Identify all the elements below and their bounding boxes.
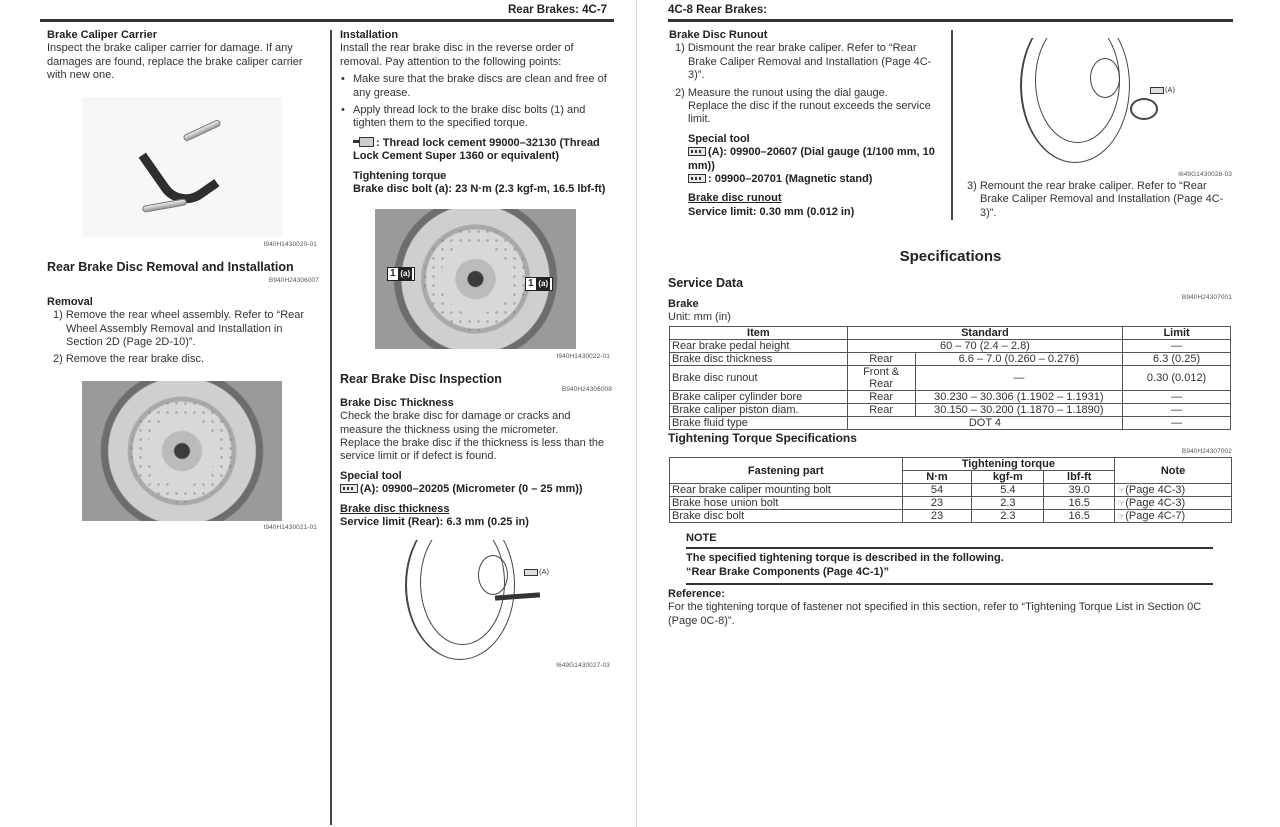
note-title: NOTE [686, 532, 717, 544]
table-row [670, 497, 1232, 510]
figure-id-micrometer: I649G1430027-03 [556, 662, 610, 669]
figure-id-bolts: I940H1430022-01 [556, 353, 610, 360]
right-column-divider [951, 30, 953, 220]
page-gutter [636, 0, 637, 827]
special-tool-icon [688, 147, 706, 156]
inspection-code: B940H24306008 [561, 386, 612, 394]
table-row [670, 391, 1231, 404]
cell-item: Brake fluid type [670, 417, 848, 430]
special-tool-micrometer: (A): 09900–20205 (Micrometer (0 – 25 mm)) [340, 483, 612, 496]
service-data-table [669, 326, 1231, 430]
table-header-row [670, 327, 1231, 340]
installation-title: Installation [340, 29, 399, 41]
removal-step-1: 1) Remove the rear wheel assembly. Refer to “Rear Wheel Assembly Removal and Installation in Section 2D (Page 2D-10)”. [53, 309, 305, 349]
left-column-divider [330, 30, 332, 825]
pointing-hand-icon: ☞ [1117, 485, 1126, 495]
removal-step-2: 2) Remove the rear brake disc. [53, 353, 205, 366]
cell-kgfm: 2.3 [972, 510, 1044, 523]
cell-nm: 54 [902, 484, 972, 497]
service-data-title: Service Data [668, 276, 744, 290]
figure-id-dial-gauge: I649G1430028-03 [1178, 171, 1232, 178]
figure-id-carrier: I940H1430020-01 [263, 241, 317, 248]
header-limit: Limit [1123, 327, 1231, 340]
figure-id-disc: I940H1430021-01 [263, 524, 317, 531]
thickness-title: Brake Disc Thickness [340, 396, 454, 409]
note-line-2: “Rear Brake Components (Page 4C-1)” [686, 565, 889, 578]
thread-lock-spec [340, 137, 608, 164]
table-row [670, 353, 1231, 366]
cell-note[interactable]: ☞(Page 4C-3) [1115, 497, 1232, 510]
cell-item: Brake caliper cylinder bore [670, 391, 848, 404]
cell-note[interactable]: ☞(Page 4C-7) [1115, 510, 1232, 523]
left-header-rule [40, 19, 614, 22]
cell-limit: 0.30 (0.012) [1123, 366, 1231, 391]
dial-gauge-diagram [1010, 38, 1180, 168]
cell-standard: 60 – 70 (2.4 – 2.8) [847, 340, 1122, 353]
reference-block [668, 588, 1228, 628]
cell-sub: Rear [847, 391, 915, 404]
torque-value: Brake disc bolt (a): 23 N·m (2.3 kgf-m, 16.5 lbf-ft) [353, 183, 606, 196]
cell-item: Brake disc thickness [670, 353, 848, 366]
table-row [670, 366, 1231, 391]
pointing-hand-icon: ☞ [1117, 511, 1126, 521]
cell-item: Rear brake pedal height [670, 340, 848, 353]
header-fastening-part: Fastening part [670, 458, 903, 484]
cell-lbfft: 16.5 [1044, 497, 1115, 510]
special-tool-magnetic-stand: : 09900–20701 (Magnetic stand) [669, 173, 944, 186]
runout-step-2: 2) Measure the runout using the dial gauge. [675, 86, 888, 99]
wheel-hub [478, 555, 508, 595]
installation-bullet-1: • Make sure that the brake discs are clean and free of any grease. [340, 73, 608, 100]
cell-standard: — [915, 366, 1123, 391]
runout-section [669, 29, 944, 219]
left-column-1 [47, 29, 323, 83]
cell-limit: — [1123, 340, 1231, 353]
torque-spec-title: Tightening Torque Specifications [668, 431, 857, 445]
thickness-text-2: Replace the brake disc if the thickness is less than the service limit or if defect is found. [340, 437, 605, 463]
unit-label: Unit: mm (in) [668, 311, 731, 323]
thread-lock-text: : Thread lock cement 99000–32130 (Thread Lock Cement Super 1360 or equivalent) [353, 136, 600, 163]
installation-bullet-2: • Apply thread lock to the brake disc bolts (1) and tighten them to the specified torque. [340, 104, 608, 131]
caliper-carrier-text: Inspect the brake caliper carrier for damage. If any damages are found, replace the brake caliper carrier with new one. [47, 42, 303, 82]
cell-lbfft: 16.5 [1044, 510, 1115, 523]
micrometer-diagram [400, 540, 560, 660]
disc-inspection-section [340, 373, 612, 529]
carrier-pin-top [182, 119, 221, 142]
specifications-title: Specifications [899, 248, 1002, 265]
disc-bolts-photo [375, 209, 576, 349]
right-page-header: 4C-8 Rear Brakes: [668, 4, 768, 16]
callout-bolt-right: 1 (a) [525, 277, 553, 291]
cell-limit: 6.3 (0.25) [1123, 353, 1231, 366]
runout-step-1: 1) Dismount the rear brake caliper. Refer to “Rear Brake Caliper Removal and Installation (Page 4C-3)”. [675, 42, 932, 82]
torque-spec-code: B940H24307002 [1181, 448, 1232, 455]
thickness-limit-value: Service limit (Rear): 6.3 mm (0.25 in) [340, 516, 529, 529]
cell-item: Brake disc runout [670, 366, 848, 391]
brake-disc-photo [82, 381, 282, 521]
cell-standard: 30.150 – 30.200 (1.1870 – 1.1890) [915, 404, 1123, 417]
header-nm: N·m [902, 471, 972, 484]
cell-note[interactable]: ☞(Page 4C-3) [1115, 484, 1232, 497]
table-row [670, 484, 1232, 497]
thread-lock-icon [353, 137, 373, 146]
cell-kgfm: 5.4 [972, 484, 1044, 497]
cell-sub: Rear [847, 353, 915, 366]
tool-label-A: (A) [524, 565, 549, 578]
left-column-2 [340, 29, 608, 196]
header-item: Item [670, 327, 848, 340]
header-standard: Standard [847, 327, 1122, 340]
runout-special-tool-title: Special tool [688, 132, 750, 145]
thickness-text-1: Check the brake disc for damage or cracks and measure the thickness using the micrometer. [340, 410, 571, 436]
cell-nm: 23 [902, 510, 972, 523]
cell-sub: Front & Rear [847, 366, 915, 391]
torque-title: Tightening torque [353, 169, 447, 182]
service-data-code: B940H24307001 [1181, 294, 1232, 301]
table-row [670, 417, 1231, 430]
disc-removal-section [47, 261, 319, 367]
cell-nm: 23 [902, 497, 972, 510]
header-note: Note [1115, 458, 1232, 484]
runout-limit-value: Service limit: 0.30 mm (0.012 in) [688, 205, 855, 218]
dial-gauge-shape [1130, 98, 1158, 120]
cell-part: Brake disc bolt [670, 510, 903, 523]
disc-removal-code: B940H24306007 [268, 277, 319, 285]
cell-part: Rear brake caliper mounting bolt [670, 484, 903, 497]
note-bottom-rule [686, 583, 1213, 585]
tool-label-A: (A) [1150, 83, 1175, 96]
reference-text: For the tightening torque of fastener not specified in this section, refer to “Tightening Torque List in Section 0C (Page 0C-8)”. [668, 601, 1202, 627]
cell-kgfm: 2.3 [972, 497, 1044, 510]
cell-limit: — [1123, 417, 1231, 430]
pointing-hand-icon: ☞ [1117, 498, 1126, 508]
disc-removal-title: Rear Brake Disc Removal and Installation [47, 260, 294, 274]
cell-sub: Rear [847, 404, 915, 417]
brake-title: Brake [668, 298, 699, 310]
right-header-rule [668, 19, 1233, 22]
installation-text: Install the rear brake disc in the reverse order of removal. Pay attention to the following points: [340, 42, 574, 68]
thickness-limit-title: Brake disc thickness [340, 502, 450, 515]
runout-step-2-extra: Replace the disc if the runout exceeds the service limit. [688, 100, 931, 126]
torque-header-row [670, 458, 1232, 471]
special-tool-icon [340, 484, 358, 493]
note-box [686, 532, 1213, 585]
disc-holes-pattern [82, 381, 282, 521]
left-page-header: Rear Brakes: 4C-7 [508, 4, 608, 16]
cell-lbfft: 39.0 [1044, 484, 1115, 497]
cell-limit: — [1123, 391, 1231, 404]
caliper-carrier-photo [82, 97, 282, 237]
cell-standard: 6.6 – 7.0 (0.260 – 0.276) [915, 353, 1123, 366]
wheel-hub [1090, 58, 1120, 98]
note-top-rule [686, 547, 1213, 549]
callout-bolt-left: 1 (a) [387, 267, 415, 281]
header-kgfm: kgf-m [972, 471, 1044, 484]
runout-step-3: 3) Remount the rear brake caliper. Refer to “Rear Brake Caliper Removal and Installation (Page 4C-3)”. [967, 180, 1224, 219]
note-line-1: The specified tightening torque is described in the following. [686, 552, 1004, 565]
carrier-pin-bottom [142, 198, 188, 213]
cell-limit: — [1123, 404, 1231, 417]
caliper-carrier-title: Brake Caliper Carrier [47, 29, 158, 41]
torque-table [669, 457, 1232, 523]
header-tightening-torque: Tightening torque [902, 458, 1115, 471]
header-lbfft: lbf-ft [1044, 471, 1115, 484]
runout-title: Brake Disc Runout [669, 29, 768, 41]
table-row [670, 510, 1232, 523]
table-row [670, 340, 1231, 353]
table-row [670, 404, 1231, 417]
special-tool-dial-gauge: (A): 09900–20607 (Dial gauge (1/100 mm, 10 mm)) [688, 146, 935, 172]
inspection-title: Rear Brake Disc Inspection [340, 372, 502, 386]
special-tool-title: Special tool [340, 469, 402, 482]
cell-standard: 30.230 – 30.306 (1.1902 – 1.1931) [915, 391, 1123, 404]
runout-limit-title: Brake disc runout [688, 192, 782, 205]
reference-title: Reference: [668, 588, 725, 600]
special-tool-icon [688, 174, 706, 183]
cell-standard: DOT 4 [847, 417, 1122, 430]
cell-item: Brake caliper piston diam. [670, 404, 848, 417]
cell-part: Brake hose union bolt [670, 497, 903, 510]
removal-title: Removal [47, 295, 93, 308]
